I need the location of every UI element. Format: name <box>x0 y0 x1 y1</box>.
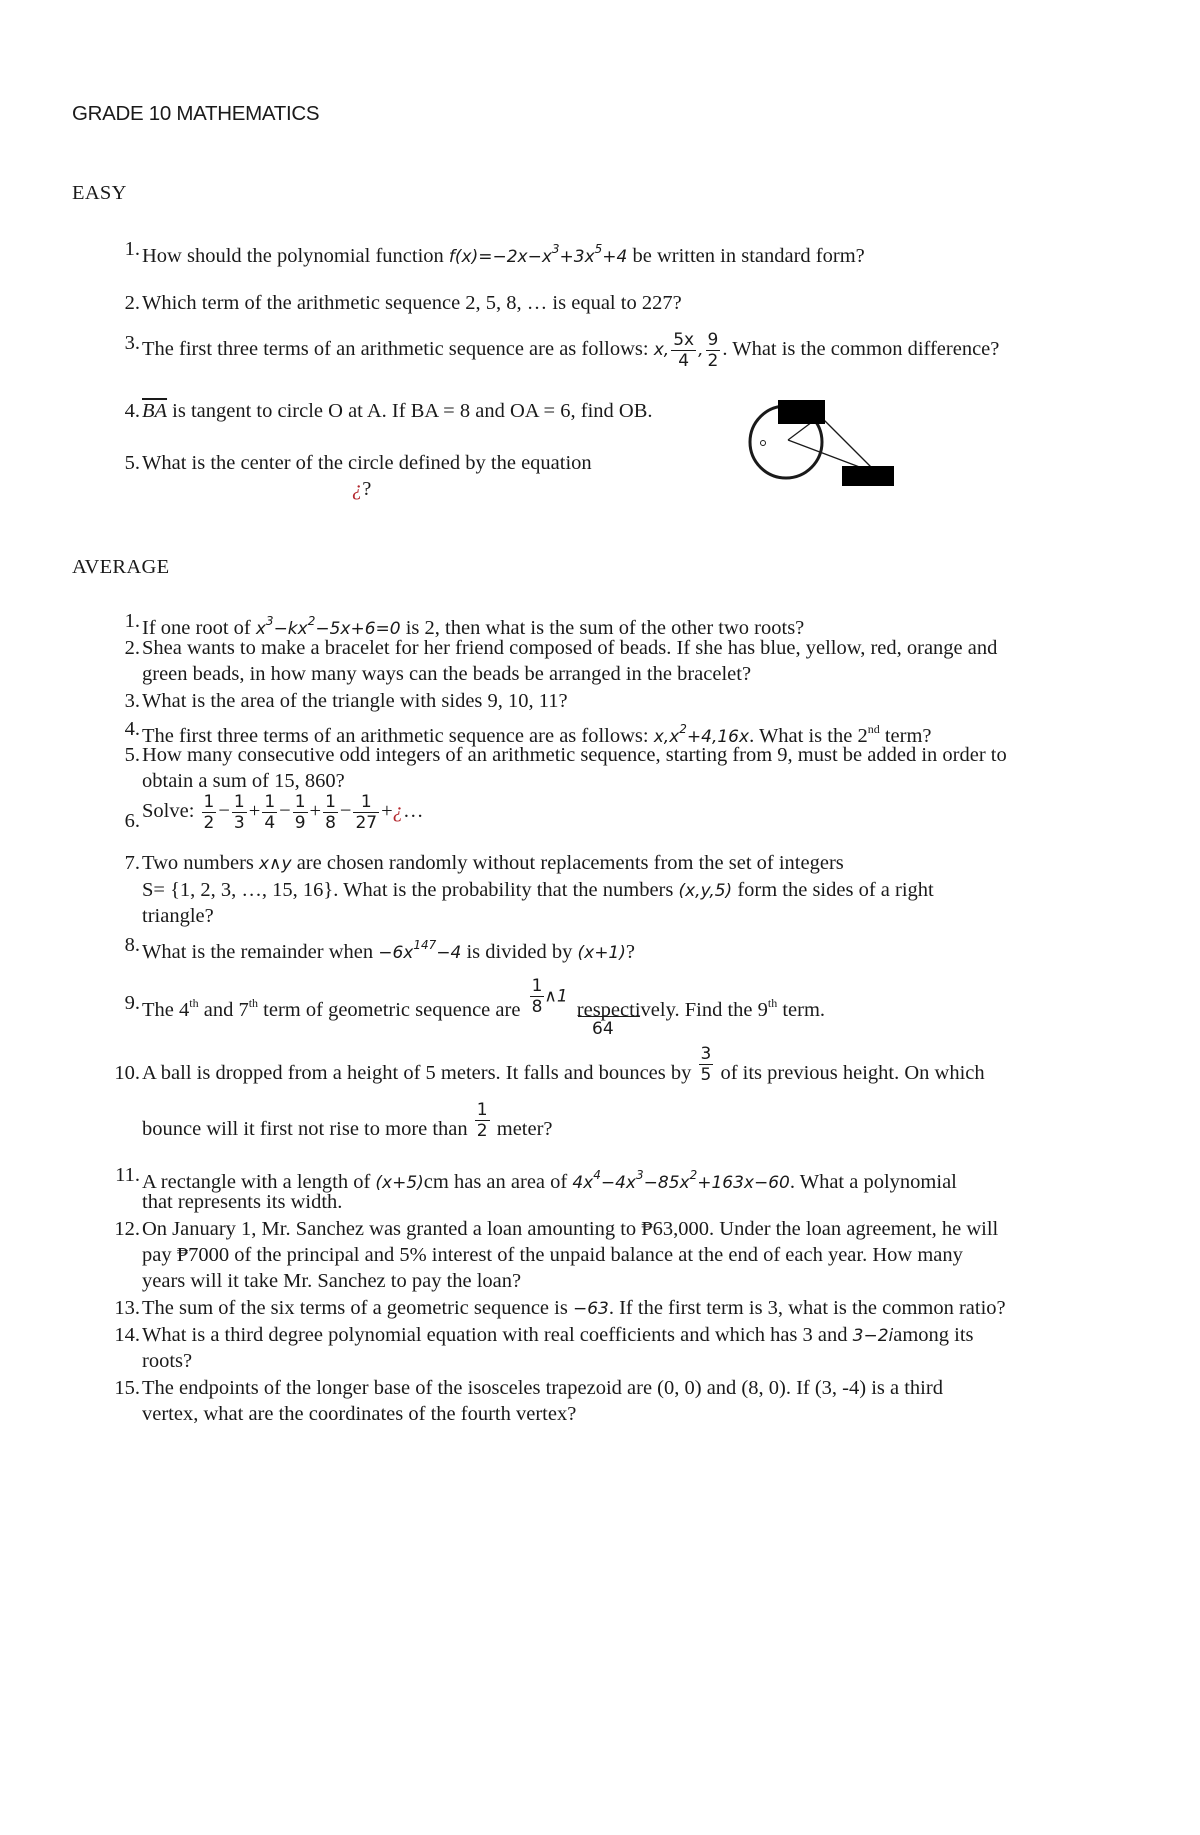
worksheet-page: GRADE 10 MATHEMATICS EASY 1. How should the polynomial function $f(x)=-2x-x^3+3x^5+4$ be written in standard form? 2. Which term of the arithmetic sequence 2, 5, 8, … is equal to 227? 3. The first three terms of an arithmetic sequence are as follows: x, $\frac{5x}{4}$ , $\frac{9}{2}$ . What is the common difference? 4. $\overline{BA}$ is tangent to circle O at A. If BA = 8 and OA = 6, find OB. 5. What is the center of the circle defined by the equation ¿? AVERAGE 1. If one root of $x^3-kx^2-5x+6=0$ is 2, then what is the sum of the other two roots? 2. Shea wants to make a bracelet for her friend composed of beads. If she has blue, yellow, red, orange and green beads, in how many ways can the beads be arranged in the bracelet? 3. What is the area of the triangle with sides 9, 10, 11? 4. The first three terms of an arithmetic sequence are as follows: $x,x^2+4,16x$. What is the 2nd term? 5. How many consecutive odd integers of an arithmetic sequence, starting from 9, must be added in order to obtain a sum of 15, 860? 6. Solve: $\frac{1}{2}$ − $\frac{1}{3}$ + $\frac{1}{4}$ − $\frac{1}{9}$ + $\frac{1}{8}$ − $\frac{1}{27}$ +¿… 7. Two numbers x∧y are chosen randomly without replacements from the set of integers S= {1, 2, 3, …, 15, 16}. What is the probability that the numbers (x,y,5) form the sides of a right triangle? 8. What is the remainder when $-6x^{147}-4$ is divided by (x+1)? 9. The 4th and 7th term of geometric sequence are $\frac{1}{8}$ ∧1 respectively. Find the 9th term. 64 10. A ball is dropped from a height of 5 meters. It falls and bounces by $\frac{3}{5}$ of its previous height. On which bounce will it first not rise to more than $\frac{1}{2}$ meter? 11. A rectangle with a length of (x+5)cm has an area of $4x^4-4x^3-85x^2+163x-60$. What a polynomial that represents its width. 12. On January 1, Mr. Sanchez was granted a loan amounting to ₱63,000. Under the loan agreement, he will pay ₱7000 of the principal and 5% interest of the unpaid balance at the end of each year. How many years will it take Mr. Sanchez to pay the loan? 13. The sum of the six terms of a geometric sequence is −63. If the first term is 3, what is the common ratio? 14. What is a third degree polynomial equation with real coefficients and which has 3 and 3−2iamong its roots? 15. The endpoints of the longer base of the isosceles trapezoid are (0, 0) and (8, 0). If (3, -4) is a third vertex, what are the coordinates of the fourth vertex? <box>72 102 1007 1425</box>
easy-question-5-tail: ¿? <box>352 478 372 500</box>
section-easy-heading: EASY <box>72 182 127 204</box>
tangent-circle-diagram <box>748 398 898 488</box>
document-title: GRADE 10 MATHEMATICS <box>72 102 320 125</box>
section-average-heading: AVERAGE <box>72 556 170 578</box>
segment-ba: $\overline{BA}$ <box>142 400 168 422</box>
